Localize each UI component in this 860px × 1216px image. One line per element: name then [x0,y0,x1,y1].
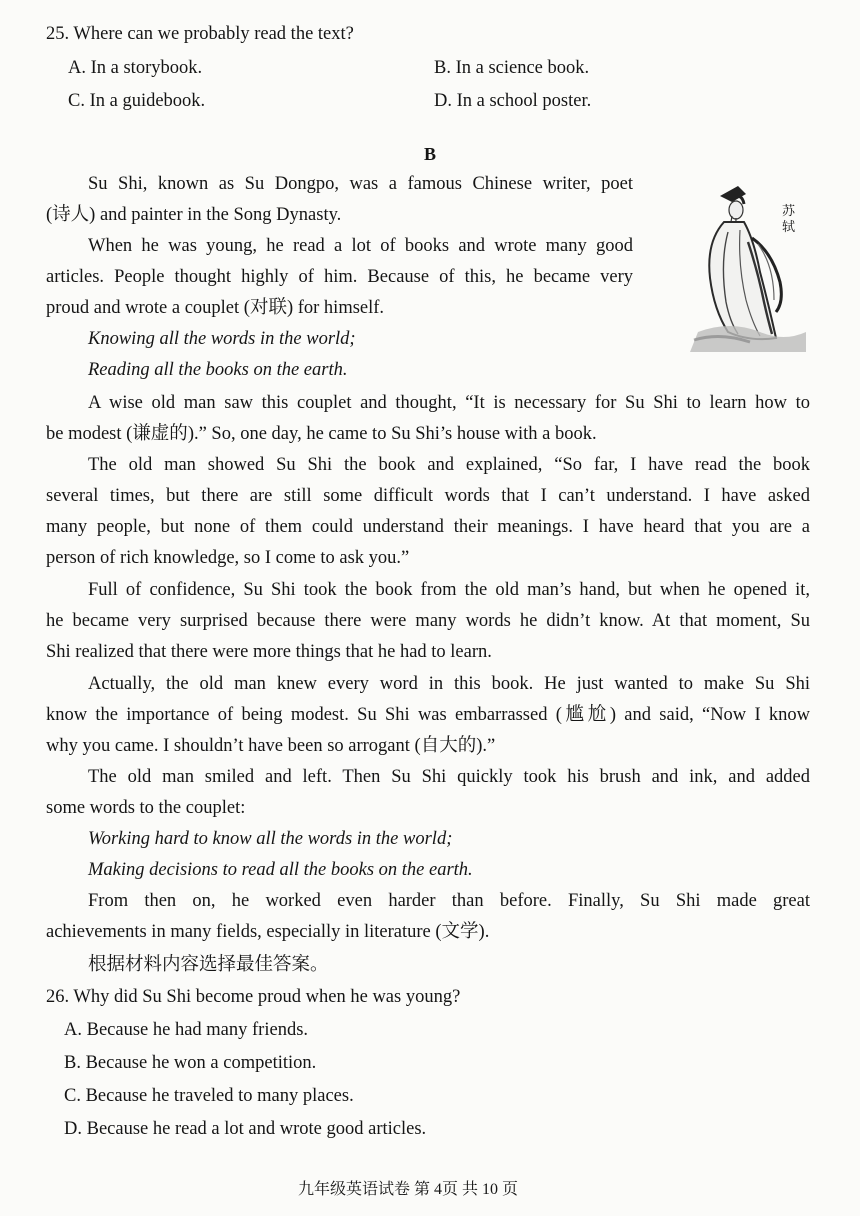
q26-option-b: B. Because he won a competition. [64,1053,317,1073]
instruction-text: 根据材料内容选择最佳答案。 [88,955,329,975]
passage-line: The old man smiled and left. Then Su Shi quickly took his brush and ink, and added [88,767,810,787]
q25-option-d: D. In a school poster. [434,91,592,111]
page-footer: 九年级英语试卷 第 4页 共 10 页 [298,1181,519,1198]
passage-line: Full of confidence, Su Shi took the book from the old man’s hand, but when he opened it, [88,580,810,600]
couplet-line: Reading all the books on the earth. [88,360,348,380]
couplet-line: Working hard to know all the words in the world; [88,829,453,849]
q25-option-a: A. In a storybook. [68,58,203,78]
passage-line: be modest (谦虚的).” So, one day, he came to Su Shi’s house with a book. [46,424,597,444]
passage-line: Shi realized that there were more things that he had to learn. [46,642,492,662]
passage-line: Su Shi, known as Su Dongpo, was a famous Chinese writer, poet [88,174,633,194]
passage-line: he became very surprised because there were many words he didn’t know. At that moment, Su [46,611,810,631]
passage-line: achievements in many fields, especially in literature (文学). [46,922,490,942]
q26-option-d: D. Because he read a lot and wrote good articles. [64,1119,427,1139]
couplet-line: Knowing all the words in the world; [88,329,356,349]
passage-line: proud and wrote a couplet (对联) for himself. [46,298,385,318]
couplet-line: Making decisions to read all the books on the earth. [88,860,473,880]
passage-line: (诗人) and painter in the Song Dynasty. [46,205,342,225]
q26-stem: 26. Why did Su Shi become proud when he was young? [46,987,461,1007]
su-shi-portrait [680,182,810,352]
passage-line: The old man showed Su Shi the book and explained, “So far, I have read the book [88,455,810,475]
q25-option-b: B. In a science book. [434,58,590,78]
passage-line: some words to the couplet: [46,798,246,818]
passage-line: many people, but none of them could understand their meanings. I have heard that you are a [46,517,810,537]
passage-line: When he was young, he read a lot of books and wrote many good [88,236,633,256]
passage-line: A wise old man saw this couplet and thought, “It is necessary for Su Shi to learn how to [88,393,810,413]
portrait-caption-char: 轼 [782,220,796,235]
passage-line: several times, but there are still some difficult words that I can’t understand. I have asked [46,486,810,506]
portrait-caption-char: 苏 [782,204,796,219]
passage-line: Actually, the old man knew every word in this book. He just wanted to make Su Shi [88,674,810,694]
passage-line: From then on, he worked even harder than before. Finally, Su Shi made great [88,891,810,911]
q25-stem: 25. Where can we probably read the text? [46,24,354,44]
q26-option-c: C. Because he traveled to many places. [64,1086,354,1106]
passage-line: person of rich knowledge, so I come to ask you.” [46,548,410,568]
section-title: B [424,144,437,164]
q25-option-c: C. In a guidebook. [68,91,206,111]
passage-line: why you came. I shouldn’t have been so arrogant (自大的).” [46,736,496,756]
passage-line: articles. People thought highly of him. Because of this, he became very [46,267,633,287]
q26-option-a: A. Because he had many friends. [64,1020,309,1040]
passage-line: know the importance of being modest. Su Shi was embarrassed (尴尬) and said, “Now I know [46,705,810,725]
portrait-caption [782,204,795,236]
